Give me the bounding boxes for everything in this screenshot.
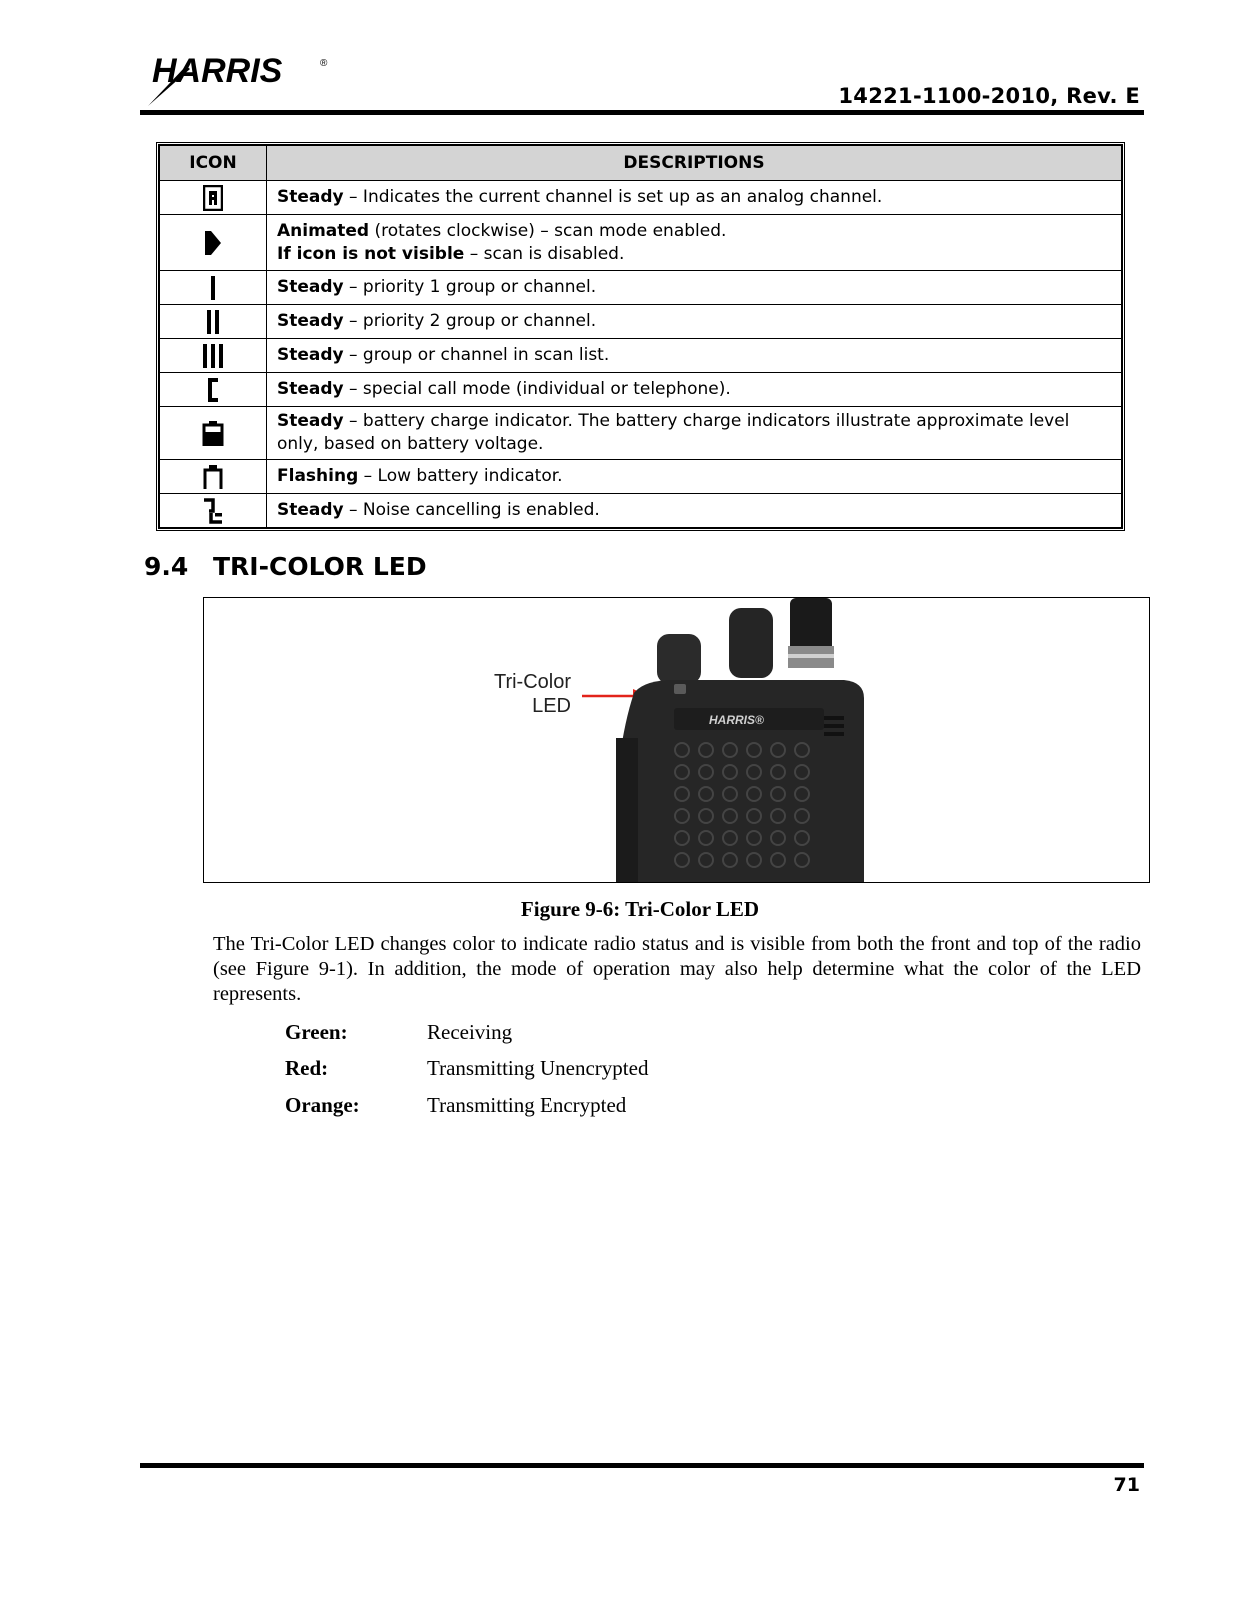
icon-cell [160,494,267,528]
header-rule [140,110,1144,115]
table-row [160,373,1122,407]
icon-cell [160,460,267,494]
svg-text:®: ® [320,58,328,69]
description-cell [267,373,1122,407]
description-label: Steady [277,345,344,365]
icon-cell [160,339,267,373]
icon-cell [160,181,267,215]
page-number: 71 [1113,1474,1140,1496]
tri-color-led [674,684,686,694]
description-text: – special call mode (individual or telephone). [343,379,731,399]
description-label: Steady [277,379,344,399]
description-cell [267,339,1122,373]
section-title: TRI-COLOR LED [213,552,427,581]
table-row [160,271,1122,305]
section-heading [144,552,427,581]
figure-caption: Figure 9-6: Tri-Color LED [520,897,760,921]
icon-cell [160,271,267,305]
harris-logo [146,52,336,110]
noise-cancel-icon [202,498,224,524]
table-header-row [160,146,1122,181]
body-paragraph: The Tri-Color LED changes color to indicate radio status and is visible from both the front and top of the radio (see Figure 9-1). In addition, the mode of operation may also help determine what the color of the LED represents. [213,933,1141,1005]
description-label: Steady [277,500,344,520]
icon-cell [160,215,267,271]
led-color-meaning: Transmitting Encrypted [427,1093,627,1117]
priority-1-icon [203,275,223,301]
description-label: If icon is not visible [277,243,465,264]
radio-illustration [204,598,1150,883]
special-call-icon [203,377,223,403]
description-text: (rotates clockwise) – scan mode enabled. [369,220,727,241]
priority-2-icon [203,309,223,335]
svg-text:HARRIS: HARRIS [152,52,283,90]
description-text: – Low battery indicator. [358,466,563,486]
radio-brand-label: HARRIS® [709,713,764,727]
description-cell [267,271,1122,305]
description-cell [267,215,1122,271]
table-row [160,494,1122,528]
description-text: – Noise cancelling is enabled. [343,500,600,520]
description-cell [267,181,1122,215]
icon-column-header: ICON [160,146,267,181]
callout-line: Tri-Color [493,671,571,693]
analog-channel-icon [203,185,223,211]
table-row [160,181,1122,215]
table-row [160,215,1122,271]
low-battery-icon [202,464,224,490]
led-color-meaning: Receiving [427,1020,513,1044]
description-text: – group or channel in scan list. [343,345,610,365]
description-text: – priority 2 group or channel. [343,311,597,331]
description-cell [267,407,1122,460]
volume-knob [729,608,773,678]
led-color-meaning: Transmitting Unencrypted [427,1056,649,1080]
channel-knob [657,634,701,684]
description-label: Animated [277,220,370,241]
description-cell [267,305,1122,339]
battery-charge-icon [202,420,224,446]
icon-description-table [156,142,1125,531]
led-color-label: Green: [285,1020,348,1044]
icon-cell [160,373,267,407]
description-text: – Indicates the current channel is set up as an analog channel. [343,187,883,207]
descriptions-column-header: DESCRIPTIONS [267,146,1122,181]
description-label: Flashing [277,466,359,486]
description-label: Steady [277,187,344,207]
description-text: – battery charge indicator. The battery charge indicators illustrate approximate level only, based on battery voltage. [277,411,1070,454]
icon-cell [160,305,267,339]
scan-list-icon [202,343,224,369]
led-color-label: Red: [285,1056,329,1080]
section-number: 9.4 [144,552,189,581]
footer-rule [140,1463,1144,1468]
table-row [160,339,1122,373]
description-text: – priority 1 group or channel. [343,277,597,297]
document-number: 14221-1100-2010, Rev. E [838,84,1140,108]
description-text: – scan is disabled. [464,243,625,264]
scan-icon [203,230,223,256]
description-label: Steady [277,311,344,331]
icon-cell [160,407,267,460]
callout-line: LED [532,695,571,717]
description-label: Steady [277,277,344,297]
figure-frame [203,597,1150,883]
description-cell [267,460,1122,494]
description-label: Steady [277,411,344,431]
table-row [160,305,1122,339]
led-color-label: Orange: [285,1093,360,1117]
table-row [160,460,1122,494]
description-cell [267,494,1122,528]
table-row [160,407,1122,460]
